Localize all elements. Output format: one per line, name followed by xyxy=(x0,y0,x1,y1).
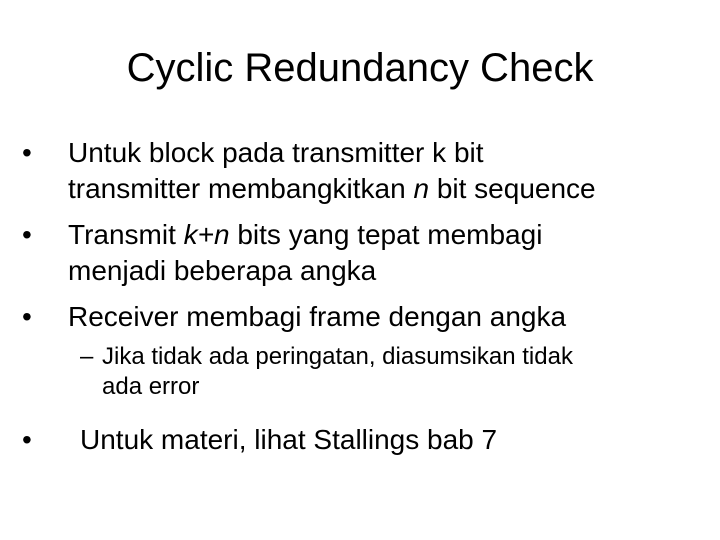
text-run: bits yang tepat membagi xyxy=(229,219,543,250)
bullet-text xyxy=(68,217,718,289)
sub-bullet-text xyxy=(102,342,702,402)
bullet-line: Untuk materi, lihat Stallings bab 7 xyxy=(80,424,498,455)
bullet-text xyxy=(68,135,718,207)
text-run: Transmit xyxy=(68,219,184,250)
sub-bullet-line: ada error xyxy=(102,373,200,400)
sub-bullet-line: Jika tidak ada peringatan, diasumsikan tidak xyxy=(102,343,573,370)
text-run: bit sequence xyxy=(429,173,596,204)
bullet-mark: • xyxy=(22,137,32,168)
bullet-mark: • xyxy=(22,424,32,455)
slide-title: Cyclic Redundancy Check xyxy=(126,46,594,90)
italic-text: k+n xyxy=(183,219,230,250)
sub-bullet-mark: – xyxy=(80,343,94,370)
bullet-line xyxy=(68,171,718,207)
bullet-mark: • xyxy=(22,301,32,332)
bullet-line xyxy=(68,217,718,253)
italic-text: n xyxy=(413,173,430,204)
bullet-text xyxy=(68,299,718,335)
bullet-line: Untuk block pada transmitter k bit xyxy=(68,137,484,168)
bullet-line: Receiver membagi frame dengan angka xyxy=(68,301,567,332)
bullet-text xyxy=(80,422,720,458)
bullet-mark: • xyxy=(22,219,32,250)
bullet-line: menjadi beberapa angka xyxy=(68,255,377,286)
text-run: transmitter membangkitkan xyxy=(68,173,414,204)
